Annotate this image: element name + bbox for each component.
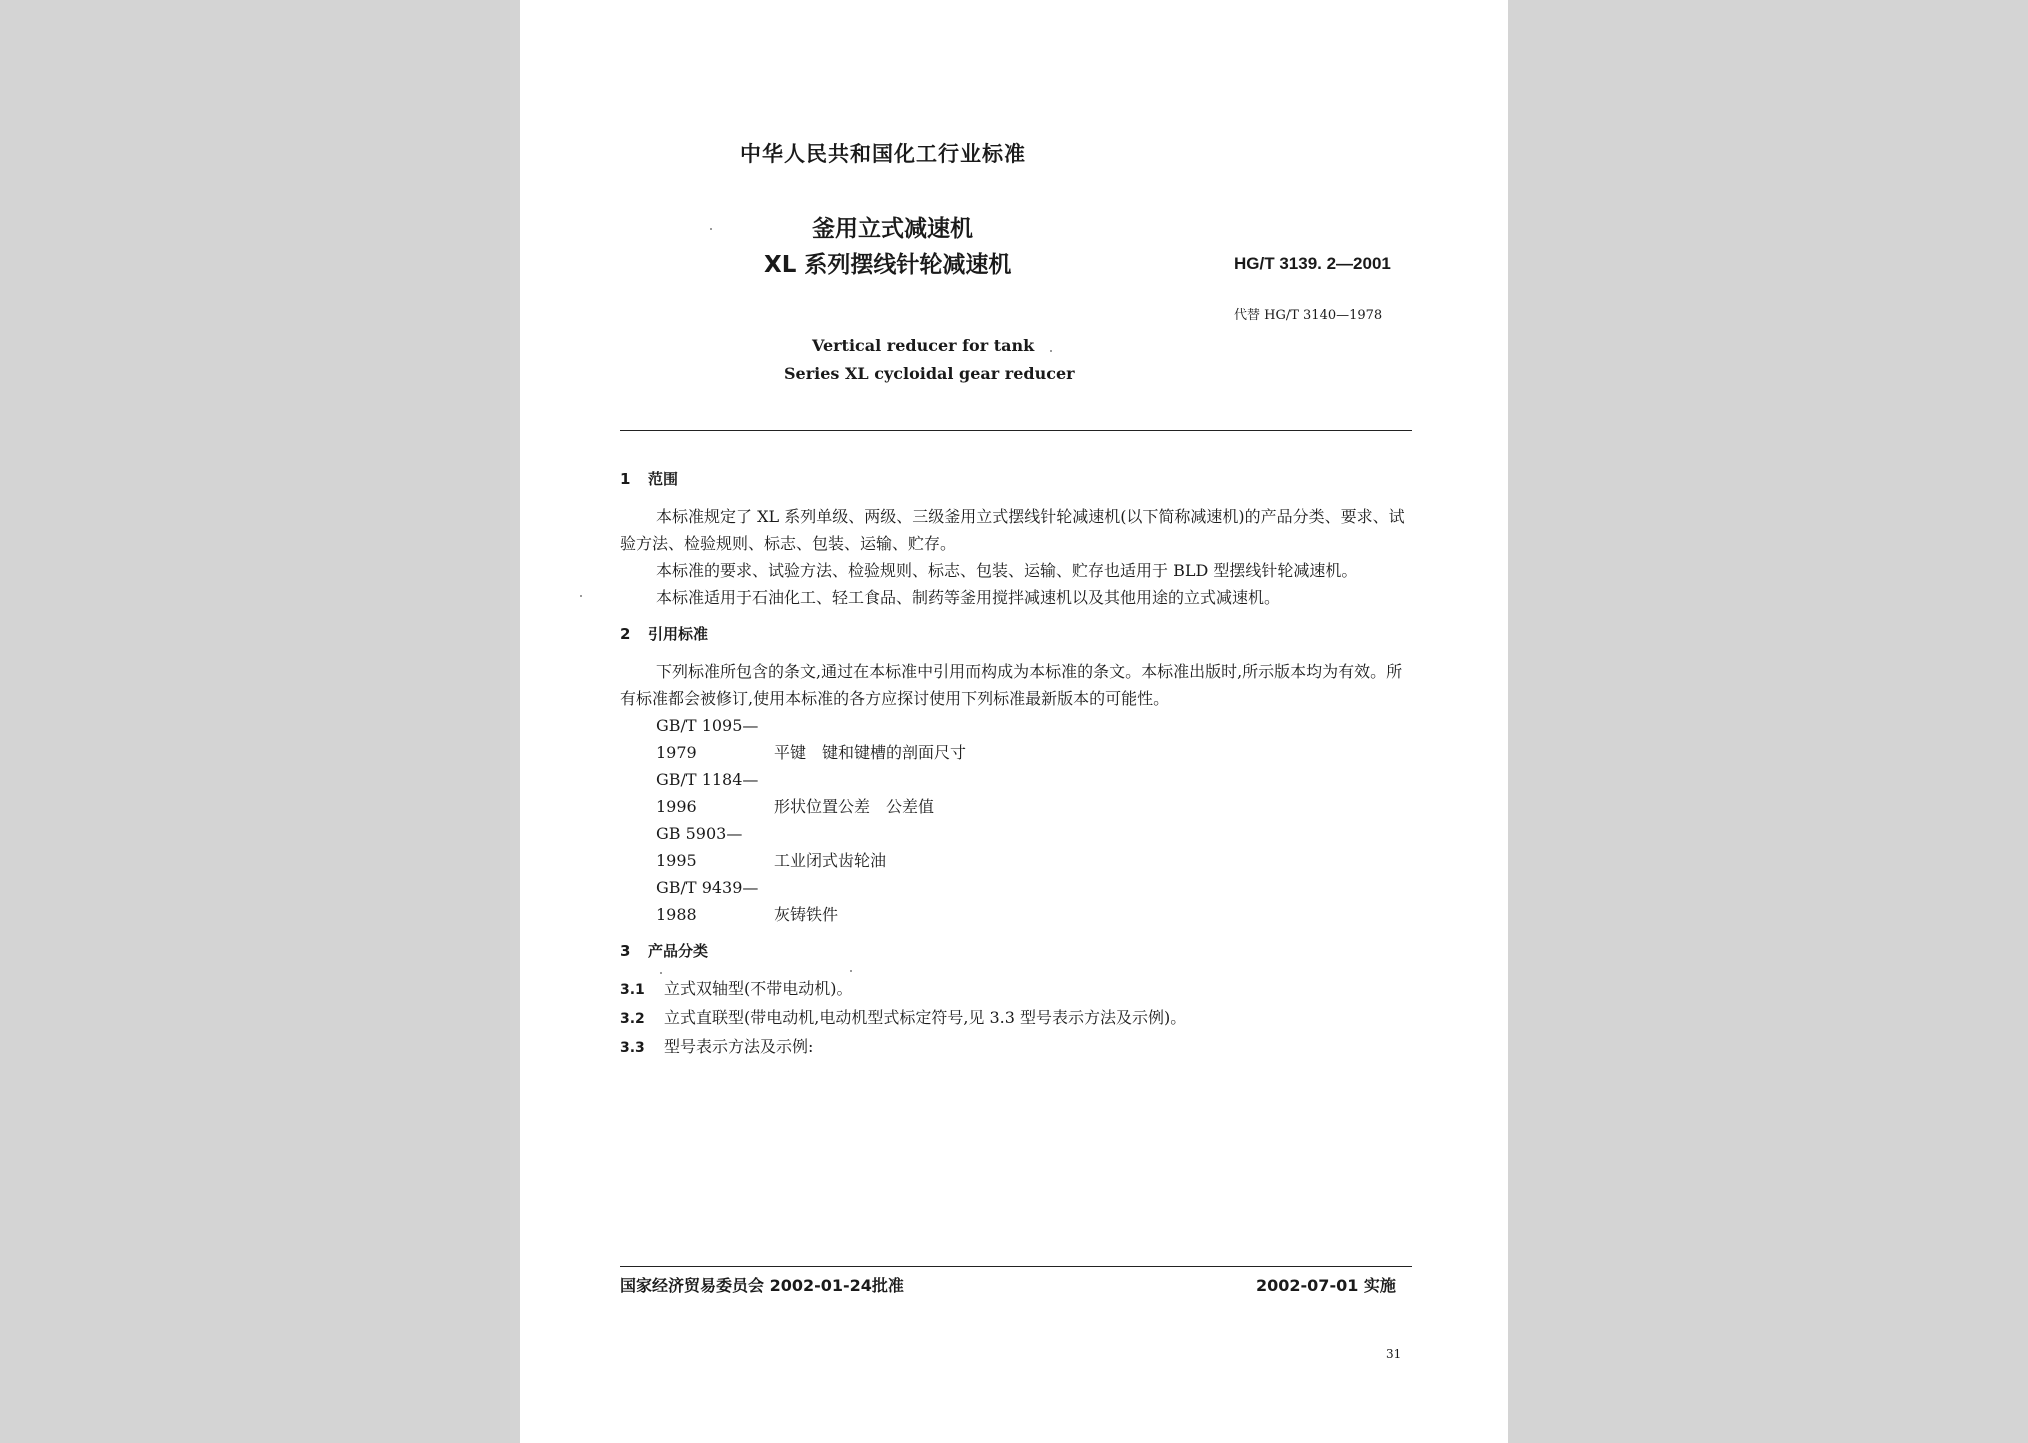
reference-title: 工业闭式齿轮油	[774, 851, 887, 870]
standard-title-en-line-1: Vertical reducer for tank	[812, 336, 1035, 355]
header-divider	[620, 430, 1412, 431]
reference-item	[620, 712, 1412, 766]
reference-code: GB/T 1184—1996	[656, 770, 759, 816]
references-intro: 下列标准所包含的条文,通过在本标准中引用而构成为本标准的条文。本标准出版时,所示版本均为有效。所有标准都会被修订,使用本标准的各方应探讨使用下列标准最新版本的可能性。	[620, 662, 1403, 708]
reference-item	[620, 874, 1412, 928]
scope-paragraph: 本标准适用于石油化工、轻工食品、制药等釜用搅拌减速机以及其他用途的立式减速机。	[656, 588, 1281, 607]
clause-number: 3.2	[620, 1011, 645, 1027]
section-number: 1	[620, 470, 631, 488]
page-number: 31	[1386, 1347, 1402, 1361]
reference-code: GB 5903—1995	[656, 824, 743, 870]
clause-text: 立式直联型(带电动机,电动机型式标定符号,见 3.3 型号表示方法及示例)。	[664, 1008, 1187, 1027]
footer-divider	[620, 1266, 1412, 1267]
scope-paragraph: 本标准规定了 XL 系列单级、两级、三级釜用立式摆线针轮减速机(以下简称减速机)的产品分类、要求、试验方法、检验规则、标志、包装、运输、贮存。	[620, 507, 1405, 553]
clause-text: 型号表示方法及示例:	[664, 1037, 814, 1056]
scan-speck	[660, 972, 662, 974]
standard-code: HG/T 3139. 2—2001	[1234, 254, 1391, 273]
scan-speck	[580, 595, 582, 597]
effective-date: 2002-07-01 实施	[1256, 1276, 1396, 1295]
clause-text: 立式双轴型(不带电动机)。	[664, 979, 853, 998]
standard-title-en-line-2: Series XL cycloidal gear reducer	[784, 364, 1075, 383]
reference-title: 平键 键和键槽的剖面尺寸	[774, 743, 967, 762]
approval-line: 国家经济贸易委员会 2002-01-24批准	[620, 1276, 904, 1295]
reference-item	[620, 820, 1412, 874]
clause-item	[620, 1004, 1412, 1033]
replaces-standard: 代替 HG/T 3140—1978	[1234, 308, 1383, 323]
document-page	[520, 0, 1508, 1443]
standard-title-cn-line-2: XL 系列摆线针轮减速机	[764, 252, 1012, 278]
section-title: 引用标准	[648, 625, 709, 643]
section-heading-scope	[620, 466, 1412, 493]
reference-item	[620, 766, 1412, 820]
reference-code: GB/T 1095—1979	[656, 716, 759, 762]
scan-speck	[710, 228, 712, 230]
document-body	[620, 456, 1412, 1062]
clause-number: 3.1	[620, 982, 645, 998]
clause-item	[620, 1033, 1412, 1062]
section-heading-classification	[620, 938, 1412, 965]
section-heading-references	[620, 621, 1412, 648]
section-number: 3	[620, 942, 631, 960]
reference-code: GB/T 9439—1988	[656, 878, 759, 924]
org-title: 中华人民共和国化工行业标准	[740, 142, 1026, 166]
section-number: 2	[620, 625, 631, 643]
clause-item	[620, 975, 1412, 1004]
scope-paragraph: 本标准的要求、试验方法、检验规则、标志、包装、运输、贮存也适用于 BLD 型摆线针轮减速机。	[656, 561, 1358, 580]
scan-speck	[1050, 350, 1052, 352]
clause-number: 3.3	[620, 1040, 645, 1056]
standard-title-cn-line-1: 釜用立式减速机	[812, 216, 973, 242]
reference-title: 灰铸铁件	[774, 905, 839, 924]
section-title: 产品分类	[648, 942, 709, 960]
reference-title: 形状位置公差 公差值	[774, 797, 935, 816]
section-title: 范围	[648, 470, 679, 488]
scan-speck	[850, 970, 852, 972]
